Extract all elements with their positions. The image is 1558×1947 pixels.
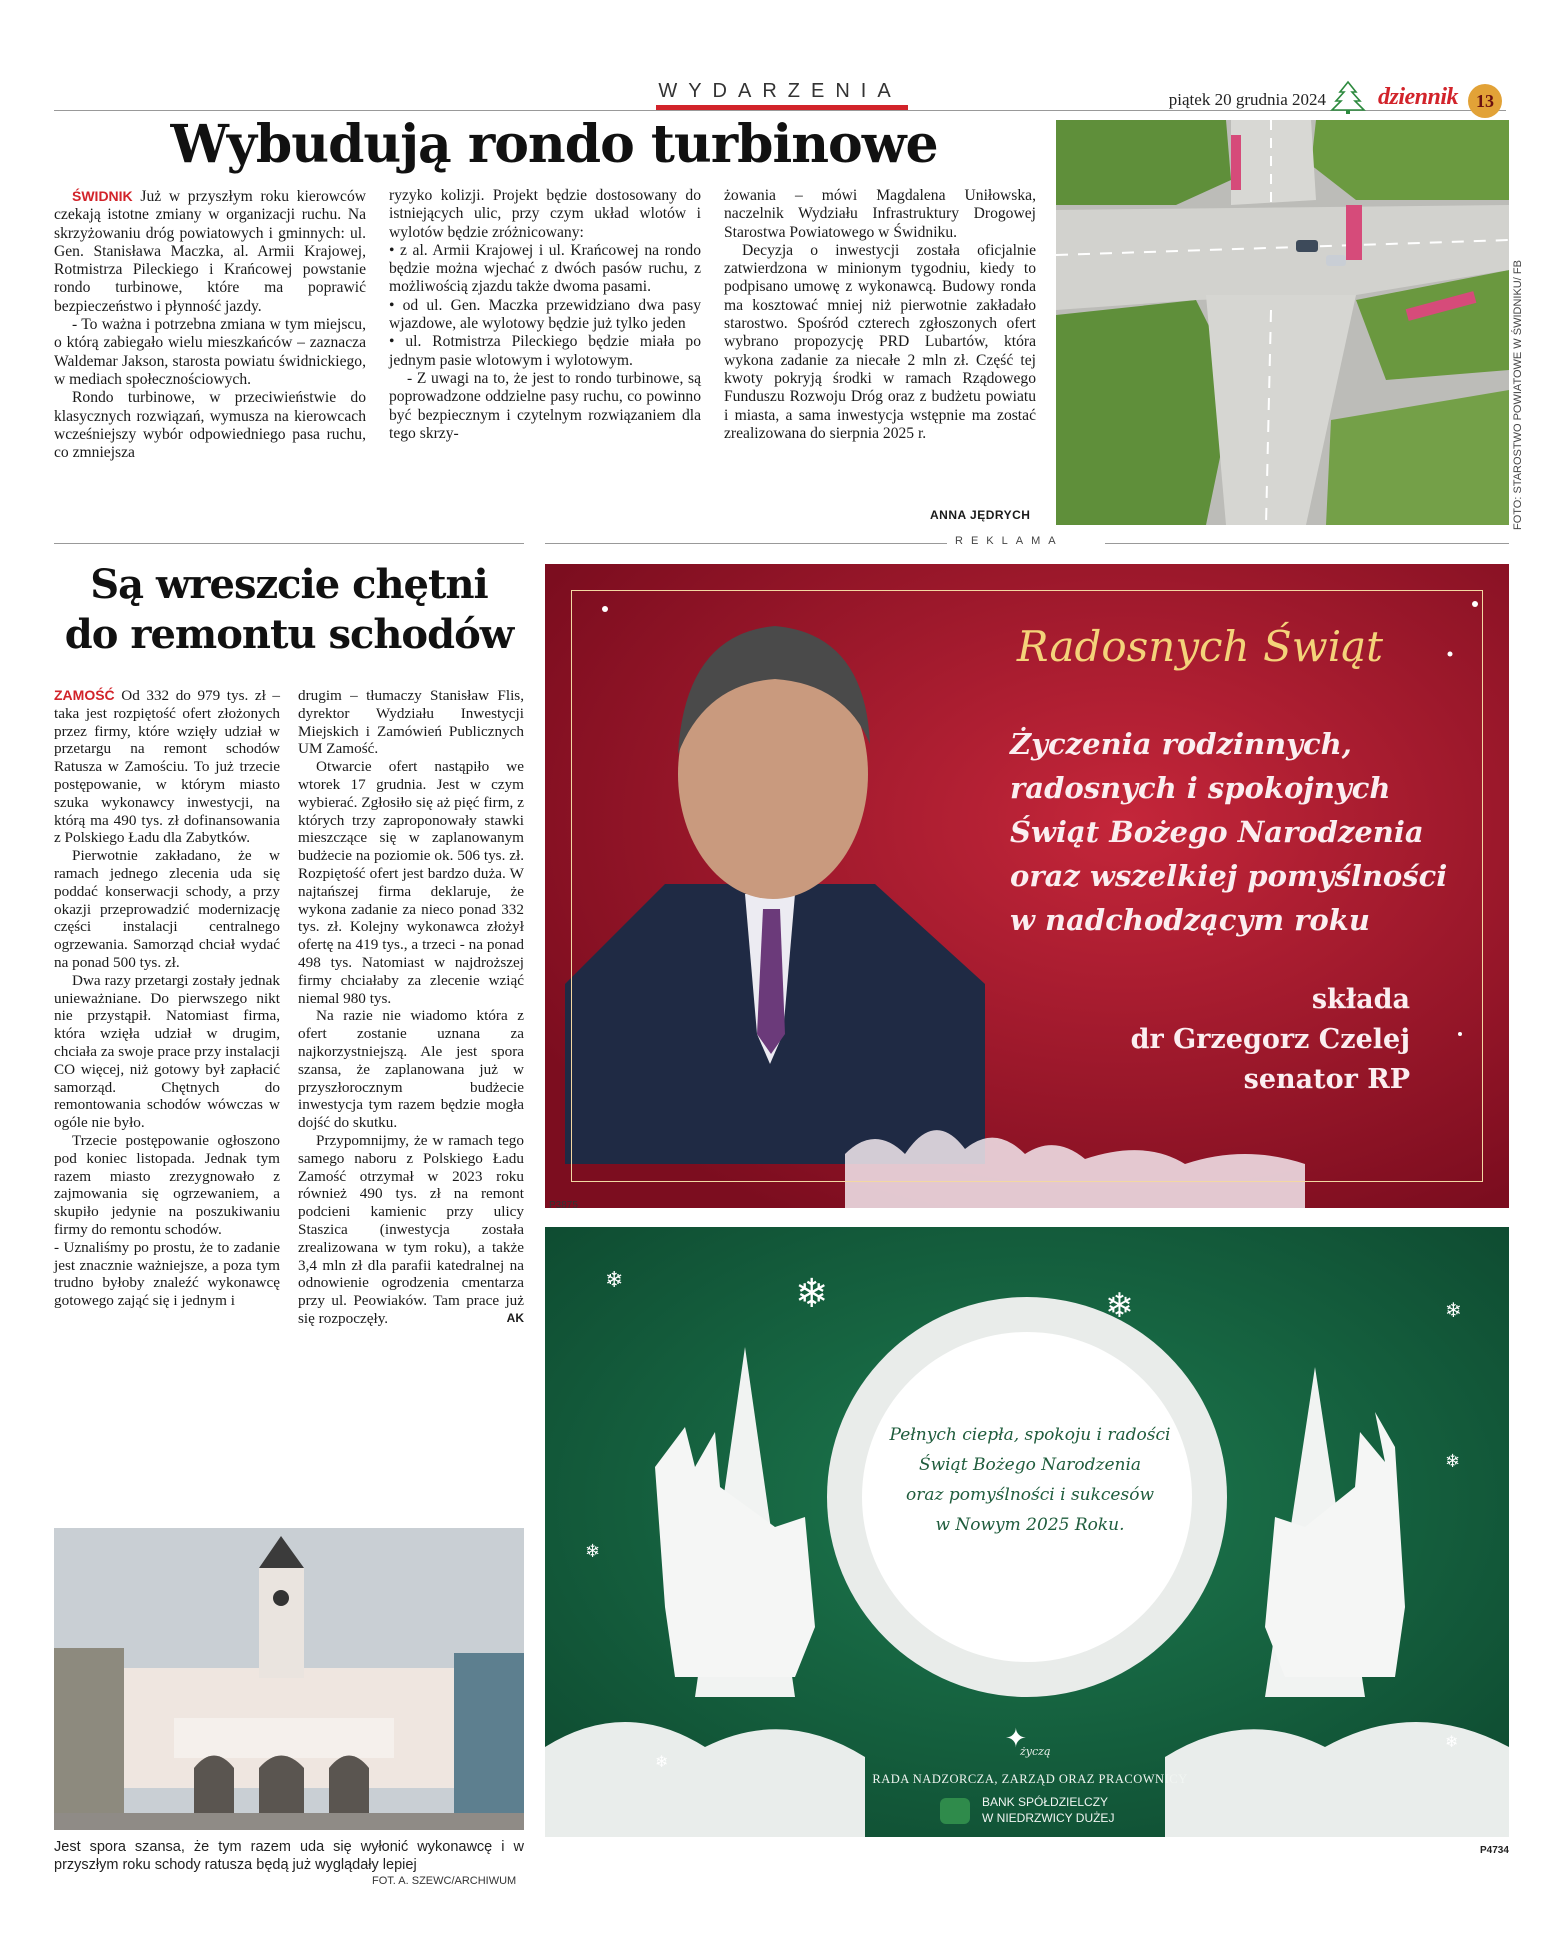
svg-text:❄: ❄ xyxy=(795,1271,829,1317)
svg-text:❄: ❄ xyxy=(605,1268,624,1293)
intersection-illustration xyxy=(1056,120,1509,525)
article1-kicker: ŚWIDNIK xyxy=(72,188,133,204)
article2-caption: Jest spora szansa, że tym razem uda się wyłonić wykonawcę i w przyszłym roku schody ratusza będą już wyglądały lepiej xyxy=(54,1839,524,1873)
advert-bank-zycza: życzą xyxy=(1020,1745,1051,1758)
page-number-badge: 13 xyxy=(1468,84,1502,118)
advert-bank-wishes: Pełnych ciepła, spokoju i radości Świąt Bożego Narodzenia oraz pomyślności i sukcesów w Nowym 2025 Roku. xyxy=(889,1425,1171,1535)
bank-name: BANK SPÓŁDZIELCZY W NIEDRZWICY DUŻEJ xyxy=(982,1795,1115,1825)
advert-bank-from: RADA NADZORCZA, ZARZĄD ORAZ PRACOWNICY xyxy=(872,1772,1188,1786)
header-rule xyxy=(54,110,1506,111)
article1-byline: ANNA JĘDRYCH xyxy=(930,508,1031,522)
article1-paragraph: ŚWIDNIK Już w przyszłym roku kierowców czekają istotne zmiany w organizacji ruchu. Na skrzyżowaniu dróg powiatowych i gminnych: ul. Gen. Stanisława Maczka, al. Armii Krajowej, Rotmistrza Pileckiego i Krańcowej powstanie rondo turbinowe, które ma poprawić bezpieczeństwo i płynność jazdy. xyxy=(54,188,366,315)
svg-text:❄: ❄ xyxy=(1445,1298,1462,1322)
advert-senator-wishes: Życzenia rodzinnych, radosnych i spokojnych Świąt Bożego Narodzenia oraz wszelkiej pomyślności w nadchodzącym roku xyxy=(1010,727,1448,937)
article1-paragraph: - Z uwagi na to, że jest to rondo turbinowe, są poprowadzone oddzielne pasy ruchu, co powinno być bezpiecznym i czytelnym rozwiązaniem dla tego skrzy- xyxy=(389,369,701,442)
article2-paragraph: Przypomnijmy, że w ramach tego samego naboru z Polskiego Ładu Zamość otrzymał w 2023 roku również 490 tys. zł na remont podcieni kamienic przy ulicy Staszica (inwestycja została zrealizowana w tym roku), a także 3,4 mln zł dla parafii katedralnej na odnowienie ogrodzenia cmentarza przy ul. Peowiaków. Tam prace już się rozpoczęły. AK xyxy=(298,1131,524,1327)
article1-headline: Wybudują rondo turbinowe xyxy=(170,114,938,175)
article1-paragraph: Decyzja o inwestycji została oficjalnie zatwierdzona w minionym tygodniu, kiedy to podpisano umowę z wykonawcą. Budowy ronda ma kosztować mniej niż pierwotnie zakładało starostwo. Spośród czterech zgłoszonych ofert wybrano propozycję PRD Lubartów, która wykona zadanie za niecałe 2 mln zł. Część tej kwoty pokryją środki w ramach Rządowego Funduszu Rozwoju Dróg oraz z budżetu powiatu i miasta, a sama inwestycja wstępnie ma zostać zrealizowana do sierpnia 2025 r. xyxy=(724,241,1036,442)
bank-logo-icon xyxy=(940,1798,970,1824)
town-hall-illustration xyxy=(54,1528,524,1830)
svg-text:❄: ❄ xyxy=(1445,1451,1461,1472)
advert-code: P3875 xyxy=(549,1200,578,1211)
article1-bullet: • ul. Rotmistrza Pileckiego będzie miała po jednym pasie wlotowym i wylotowym. xyxy=(389,333,701,369)
article1-paragraph: - To ważna i potrzebna zmiana w tym miejscu, o którą zabiegało wielu mieszkańców – zaznacza Waldemar Jakson, starosta powiatu świdnickiego, w mediach społecznościowych. xyxy=(54,316,366,388)
svg-text:❄: ❄ xyxy=(655,1752,669,1771)
article1-photo-intersection xyxy=(1056,120,1509,525)
article1-photo-credit: FOTO: STAROSTWO POWIATOWE W ŚWIDNIKU/ FB xyxy=(1512,260,1524,530)
article1-paragraph: żowania – mówi Magdalena Uniłowska, naczelnik Wydziału Infrastruktury Drogowej Starostwa Powiatowego w Świdniku. xyxy=(724,187,1036,241)
article2-paragraph: Na razie nie wiadomo która z ofert zostanie uznana za najkorzystniejszą. Ale jest spora szansa, że zaplanowana już w przyszłorocznym budżecie inwestycja tym razem będzie mogła dojść do skutku. xyxy=(298,1007,524,1132)
advert-senator-signature: składa dr Grzegorz Czelej senator RP xyxy=(1130,984,1410,1095)
svg-text:❄: ❄ xyxy=(1445,1732,1459,1751)
advert-code: P4734 xyxy=(1480,1845,1509,1856)
article2-photo-credit: FOT. A. SZEWC/ARCHIWUM xyxy=(372,1875,517,1887)
article2-photo-town-hall xyxy=(54,1528,524,1830)
article2-headline: Są wreszcie chętni do remontu schodów xyxy=(64,561,514,658)
svg-text:❄: ❄ xyxy=(585,1541,601,1562)
article1-bullet: • od ul. Gen. Maczka przewidziano dwa pasy wjazdowe, ale wylotowy będzie już tylko jeden xyxy=(389,296,701,333)
article2-paragraph: ZAMOŚĆ Od 332 do 979 tys. zł – taka jest rozpiętość ofert złożonych przez firmy, które wzięły udział w przetargu na remont schodów Ratusza w Zamościu. To już trzecie postępowanie, w którym miasto szuka wykonawcy inwestycji, na którą ma 490 tys. zł dofinansowania z Polskiego Ładu dla Zabytków. xyxy=(54,687,280,847)
svg-text:❄: ❄ xyxy=(1105,1286,1134,1326)
article2-column-1 xyxy=(54,687,280,1310)
article2-paragraph: - Uznaliśmy po prostu, że to zadanie jest znacznie ważniejsze, a poza tym trudno byłoby znaleźć wykonawcę gotowego zająć się i jednym i xyxy=(54,1238,280,1310)
article2-paragraph: Dwa razy przetargi zostały jednak unieważniane. Do pierwszego nikt nie przystąpił. Natomiast firma, która wzięła udział w drugim, chciała za swoje prace przy instalacji CO więcej, niż gotowy był zapłacić samorząd. Chętnych do remontowania schodów wówczas w ogóle nie było. xyxy=(54,971,280,1132)
article2-paragraph: Pierwotnie zakładano, że w ramach jednego zlecenia uda się poddać konserwacji schody, a przy okazji przeprowadzić modernizację części instalacji centralnego ogrzewania. Samorząd chciał wydać na ponad 500 tys. zł. xyxy=(54,847,280,971)
advert-senator-greeting: Radosnych Świąt xyxy=(1016,622,1384,671)
article1-bullet: • z al. Armii Krajowej i ul. Krańcowej na rondo będzie można wjechać z dwóch pasów ruchu, z możliwością zjazdu także dwoma pasami. xyxy=(389,241,701,296)
article1-paragraph: Rondo turbinowe, w przeciwieństwie do klasycznych rozwiązań, wymusza na kierowcach wcześniejszy wybór odpowiedniego pasa ruchu, co zmniejsza xyxy=(54,389,366,462)
christmas-tree-icon xyxy=(1328,80,1368,114)
article1-column-1 xyxy=(54,187,366,462)
svg-text:✦: ✦ xyxy=(1005,1724,1027,1754)
article2-paragraph: drugim – tłumaczy Stanisław Flis, dyrektor Wydziału Inwestycji Miejskich i Zamówień Publicznych UM Zamość. xyxy=(298,687,524,758)
issue-date: piątek 20 grudnia 2024 xyxy=(1168,90,1326,109)
advert-label: REKLAMA xyxy=(955,535,1064,547)
article1-column-3 xyxy=(724,187,1036,443)
divider xyxy=(545,543,947,544)
article2-kicker: ZAMOŚĆ xyxy=(54,687,115,703)
article2-signature: AK xyxy=(506,1310,524,1325)
article2-column-2 xyxy=(298,687,524,1328)
article1-paragraph: ryzyko kolizji. Projekt będzie dostosowany do istniejących ulic, przy czym układ wlotów i wylotów będzie zróżnicowany: xyxy=(389,187,701,241)
section-label: WYDARZENIA xyxy=(658,80,902,102)
divider xyxy=(54,543,524,544)
article2-paragraph: Otwarcie ofert nastąpiło we wtorek 17 grudnia. Jest w czym wybierać. Zgłosiło się aż pięć firm, z których trzy zaproponowały stawki mieszczące się w zaplanowanym budżecie na poziomie ok. 506 tys. zł. Rozpiętość ofert jest bardzo duża. W najtańszej firma deklaruje, że wykona zadanie za nieco ponad 332 tys. zł. Kolejny wykonawca złożył ofertę na 419 tys., a trzeci - na ponad 498 tys. Natomiast w najdroższej firmy chciałaby za zlecenie wziąć niemal 980 tys. xyxy=(298,758,524,1007)
article2-paragraph: Trzecie postępowanie ogłoszono pod koniec listopada. Jednak tym razem miasto zrezygnowało z zajmowania się ogrzewaniem, a skupiło jedynie na poszukiwaniu firmy do remontu schodów. xyxy=(54,1131,280,1238)
divider xyxy=(1105,543,1509,544)
brand-logo: dziennik xyxy=(1378,84,1459,110)
article1-column-2 xyxy=(389,187,701,443)
